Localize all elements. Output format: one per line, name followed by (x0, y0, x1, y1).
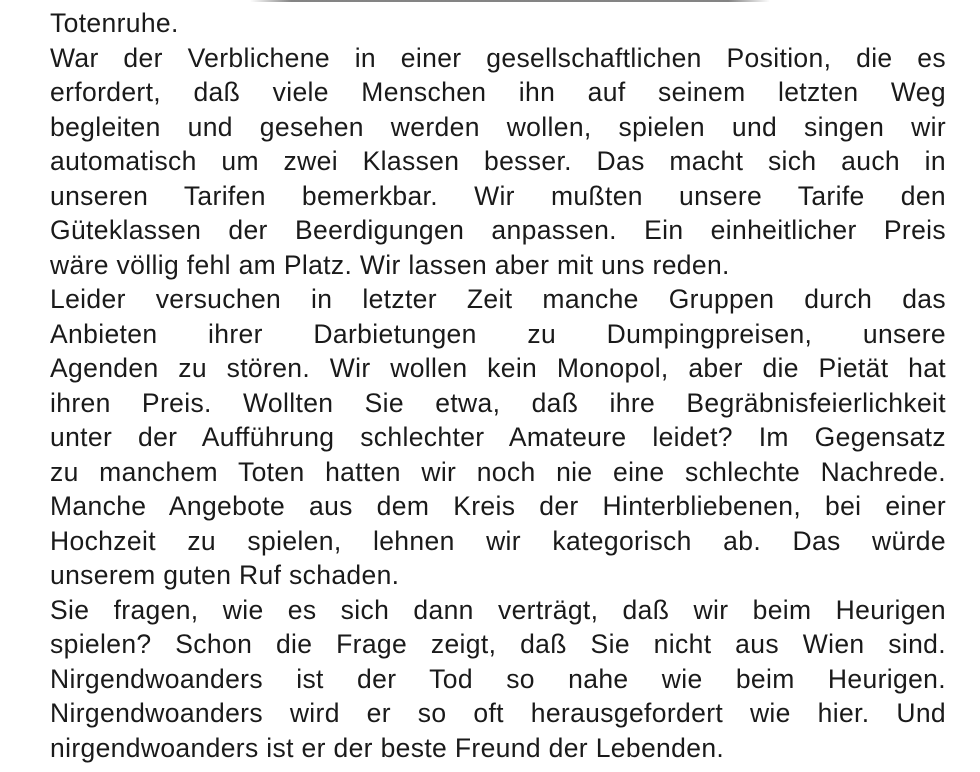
text-line: Agenden zu stören. Wir wollen kein Monopol, aber die Pietät hat (50, 353, 946, 383)
text-line: War der Verblichene in einer gesellschaftlichen Position, die es (50, 42, 946, 73)
text-line: Nirgendwoanders wird er so oft herausgefordert wie hier. Und (50, 698, 946, 728)
text-line: Totenruhe. (50, 8, 179, 38)
text-line: Sie fragen, wie es sich dann verträgt, daß wir beim Heurigen (50, 594, 946, 625)
text-line: Hochzeit zu spielen, lehnen wir kategorisch ab. Das würde (50, 525, 946, 556)
text-line: unseren Tarifen bemerkbar. Wir mußten unsere Tarife den (50, 180, 946, 211)
text-line: zu manchem Toten hatten wir noch nie eine schlechte Nachrede. (50, 456, 946, 487)
text-line: nirgendwoanders ist er der beste Freund der Lebenden. (50, 732, 725, 763)
text-line: Nirgendwoanders ist der Tod so nahe wie beim Heurigen. (50, 663, 946, 694)
text-line: unter der Aufführung schlechter Amateure leidet? Im Gegensatz (50, 422, 946, 452)
text-line: Güteklassen der Beerdigungen anpassen. Ein einheitlicher Preis (50, 215, 946, 245)
text-line: Manche Angebote aus dem Kreis der Hinterbliebenen, bei einer (50, 491, 946, 521)
text-line: unserem guten Ruf schaden. (50, 560, 400, 590)
body-text (50, 6, 946, 765)
text-line: Leider versuchen in letzter Zeit manche Gruppen durch das (50, 284, 946, 314)
text-line: spielen? Schon die Frage zeigt, daß Sie nicht aus Wien sind. (50, 629, 946, 659)
text-line: Anbieten ihrer Darbietungen zu Dumpingpreisen, unsere (50, 318, 946, 349)
text-line: begleiten und gesehen werden wollen, spielen und singen wir (50, 111, 946, 142)
text-line: erfordert, daß viele Menschen ihn auf seinem letzten Weg (50, 77, 946, 107)
text-line: wäre völlig fehl am Platz. Wir lassen aber mit uns reden. (50, 249, 730, 280)
text-line: ihren Preis. Wollten Sie etwa, daß ihre Begräbnisfeierlichkeit (50, 387, 946, 418)
text-line: automatisch um zwei Klassen besser. Das macht sich auch in (50, 146, 946, 176)
